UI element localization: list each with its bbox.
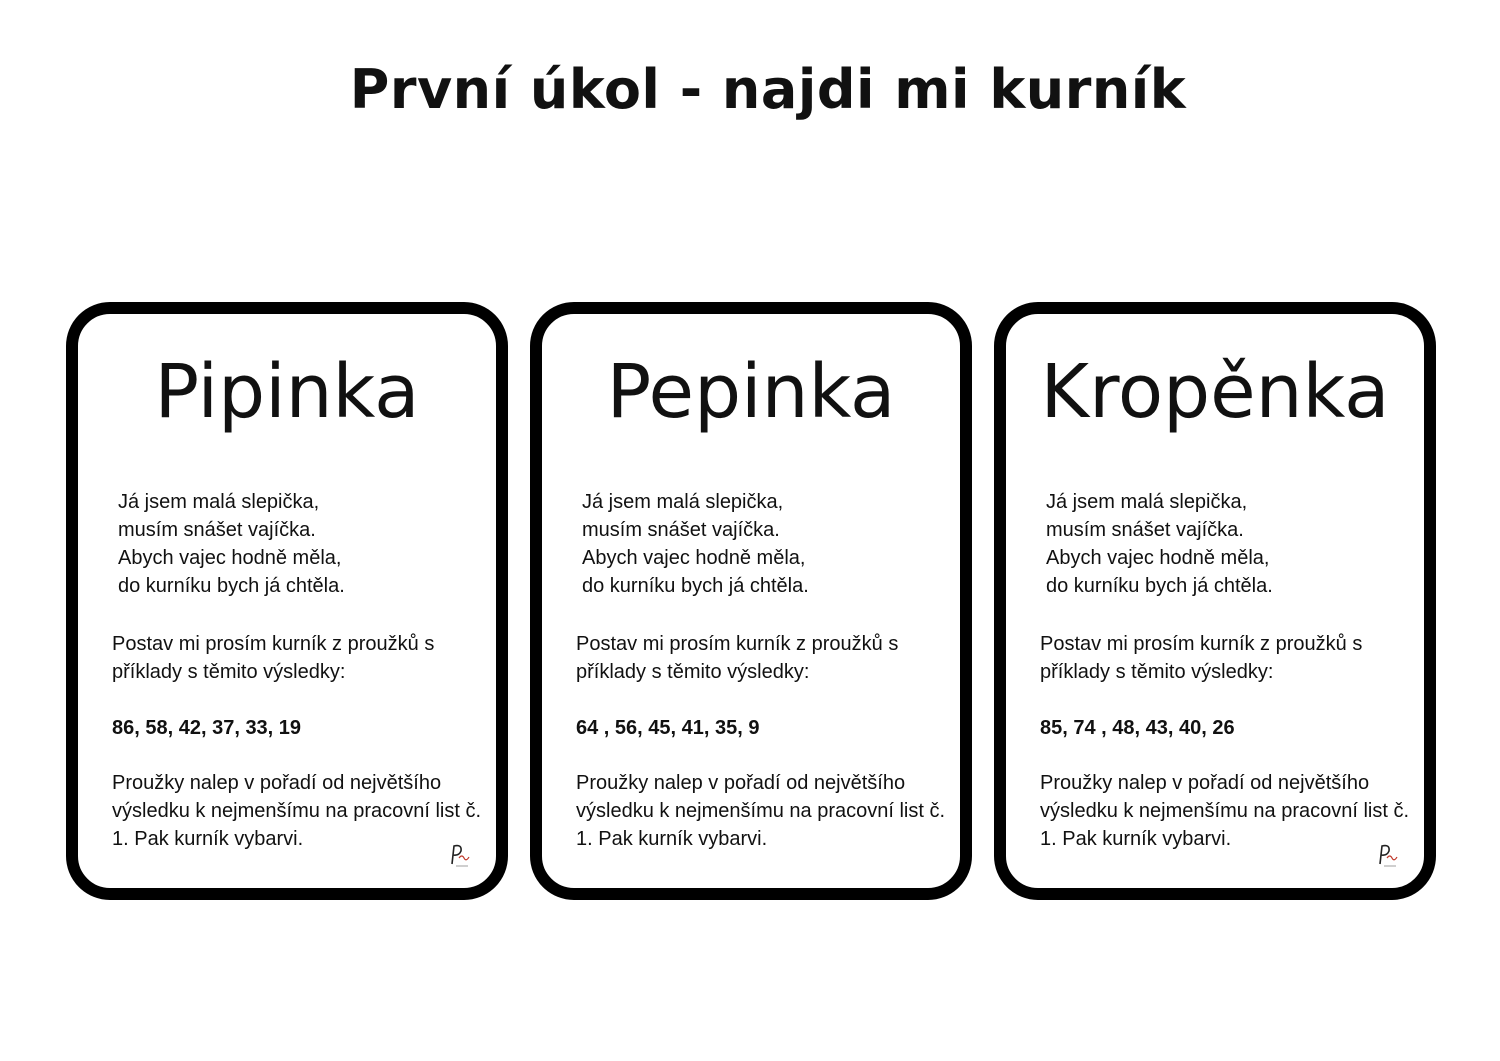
page-title: První úkol - najdi mi kurník — [349, 58, 1187, 121]
card-title: Pepinka — [606, 349, 896, 435]
poem-line: Já jsem malá slepička, — [582, 491, 784, 513]
card-title: Kropěnka — [1040, 349, 1390, 435]
poem-line: musím snášet vajíčka. — [118, 519, 316, 541]
poem — [1046, 488, 1273, 600]
order-instruction: Proužky nalep v pořadí od největšího výsledku k nejmenšímu na pracovní list č. 1. Pak kurník vybarvi. — [576, 772, 946, 850]
poem-line: Abych vajec hodně měla, — [118, 547, 342, 569]
poem-line: do kurníku bych já chtěla. — [118, 575, 345, 597]
poem-line: Já jsem malá slepička, — [1046, 491, 1248, 513]
poem — [582, 488, 809, 600]
card-kropenka — [994, 302, 1436, 900]
card-pipinka — [66, 302, 508, 900]
poem — [118, 488, 345, 600]
poem-line: musím snášet vajíčka. — [1046, 519, 1244, 541]
card-title: Pipinka — [154, 349, 420, 435]
results-list: 64 , 56, 45, 41, 35, 9 — [576, 717, 760, 739]
build-instruction: Postav mi prosím kurník z proužků s příklady s těmito výsledky: — [1040, 633, 1363, 683]
results-list: 86, 58, 42, 37, 33, 19 — [112, 717, 302, 739]
card-pepinka — [530, 302, 972, 900]
poem-line: Abych vajec hodně měla, — [582, 547, 806, 569]
results-list: 85, 74 , 48, 43, 40, 26 — [1040, 717, 1235, 739]
poem-line: musím snášet vajíčka. — [582, 519, 780, 541]
build-instruction: Postav mi prosím kurník z proužků s příklady s těmito výsledky: — [112, 633, 435, 683]
signature-logo-icon — [446, 840, 472, 870]
poem-line: Já jsem malá slepička, — [118, 491, 320, 513]
order-instruction: Proužky nalep v pořadí od největšího výsledku k nejmenšímu na pracovní list č. 1. Pak kurník vybarvi. — [1040, 772, 1410, 850]
signature-logo-icon — [1374, 840, 1400, 870]
poem-line: Abych vajec hodně měla, — [1046, 547, 1270, 569]
poem-line: do kurníku bych já chtěla. — [1046, 575, 1273, 597]
poem-line: do kurníku bych já chtěla. — [582, 575, 809, 597]
build-instruction: Postav mi prosím kurník z proužků s příklady s těmito výsledky: — [576, 633, 899, 683]
order-instruction: Proužky nalep v pořadí od největšího výsledku k nejmenšímu na pracovní list č. 1. Pak kurník vybarvi. — [112, 772, 482, 850]
